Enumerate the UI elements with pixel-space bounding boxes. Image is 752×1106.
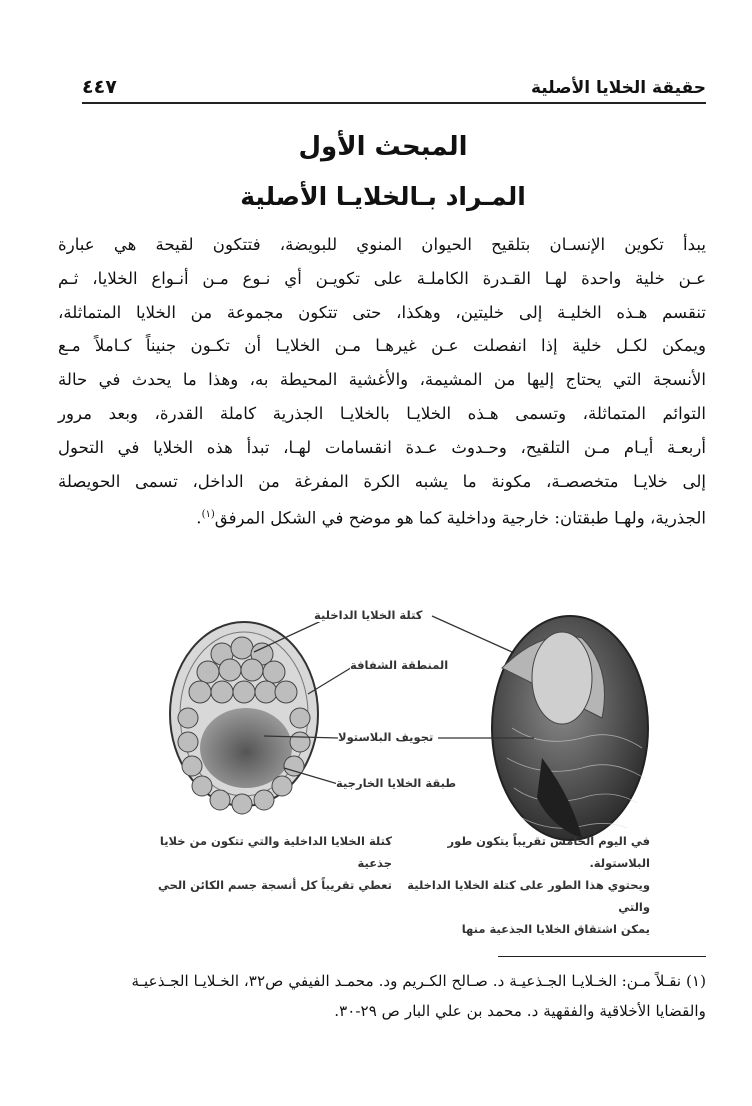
body-line: إلى خلايـا متخصصـة، مكونة ما يشبه الكرة المفرغة من الداخل، تسمى الحويصلة xyxy=(58,471,706,491)
body-line: الجذرية، ولهـا طبقتان: خارجية وداخلية كما هو موضح في الشكل المرفق xyxy=(214,508,706,528)
body-paragraph xyxy=(58,228,706,536)
body-line: التوائم المتماثلة، وتسمى هـذه الخلايـا بالخلايـا الجذرية كاملة القدرة، وبعد مرور xyxy=(58,403,706,423)
footnote-line: (١) نقـلاً مـن: الخـلايـا الجـذعيـة د. صـالح الكـريم ود. محمـد الفيفي ص٣٢، الخـلايـا الجـذعيـة xyxy=(131,972,706,990)
body-line: الأنسجة التي يحتاج إليها من المشيمة، والأغشية المحيطة به، وهذا ما يحدث في حالة xyxy=(58,370,706,390)
label-inner-cell-mass: كتلة الخلايا الداخلية xyxy=(314,608,423,622)
label-blastocoel: تجويف البلاستولا xyxy=(338,730,434,744)
section-heading: المبحث الأول xyxy=(298,132,468,162)
label-transparent-zone: المنطقة الشفافة xyxy=(350,658,449,672)
running-title: حقيقة الخلايا الأصلية xyxy=(530,78,706,98)
caption-line: كتلة الخلايا الداخلية والتي تتكون من خلايا جذعية xyxy=(159,834,392,870)
blastocyst-external-view xyxy=(492,616,648,840)
footnote-separator xyxy=(498,956,706,957)
body-line: عـن خلية واحدة لهـا القـدرة الكاملـة على تكويـن أي نـوع مـن أنـواع الخلايا، ثـم xyxy=(58,268,706,288)
footnote-line: والقضايا الأخلاقية والفقهية د. محمد بن علي البار ص ٢٩-٣٠. xyxy=(334,1002,706,1020)
section-title: المـراد بـالخلايـا الأصلية xyxy=(240,182,526,211)
body-line: أربعـة أيـام مـن التلقيح، وحـدوث عـدة انقسامات لهـا، تبدأ هذه الخلايا في التحول xyxy=(58,437,706,457)
body-line: تنقسم هـذه الخليـة إلى خليتين، وهكذا، حتى تتكون مجموعة من الخلايا المتماثلة، xyxy=(58,302,706,322)
figure-caption-right xyxy=(400,830,650,940)
running-header xyxy=(82,70,706,104)
blastocyst-figure xyxy=(142,608,652,938)
body-line: يبدأ تكوين الإنسـان بتلقيح الحيوان المنوي للبويضة، فتتكون لقيحة هي عبارة xyxy=(58,235,706,254)
footnote xyxy=(52,966,706,1026)
caption-line: يمكن اشتقاق الخلايا الجذعية منها xyxy=(461,922,650,936)
page-number: ٤٤٧ xyxy=(82,76,117,98)
caption-line: ويحتوي هذا الطور على كتلة الخلايا الداخلية والتي xyxy=(407,878,650,914)
headings xyxy=(60,132,706,211)
figure-caption-left xyxy=(142,830,392,896)
blastocyst-cross-section xyxy=(170,622,318,814)
caption-line: في اليوم الخامس تقريباً يتكون طور البلاستولة. xyxy=(447,834,650,870)
label-outer-layer: طبقة الخلايا الخارجية xyxy=(336,776,457,790)
caption-line: تعطي تقريباً كل أنسجة جسم الكائن الحي xyxy=(157,878,392,892)
footnote-marker: (١) xyxy=(201,509,215,521)
body-line-last: الجذرية، ولهـا طبقتان: خارجية وداخلية كما هو موضح في الشكل المرفق$^{(١)}$. xyxy=(196,508,706,528)
body-line: ويمكن لكـل خلية إذا انفصلت عـن غيرهـا مـن الخلايـا أن تكـون جنيناً كـاملاً مـع xyxy=(58,336,706,356)
